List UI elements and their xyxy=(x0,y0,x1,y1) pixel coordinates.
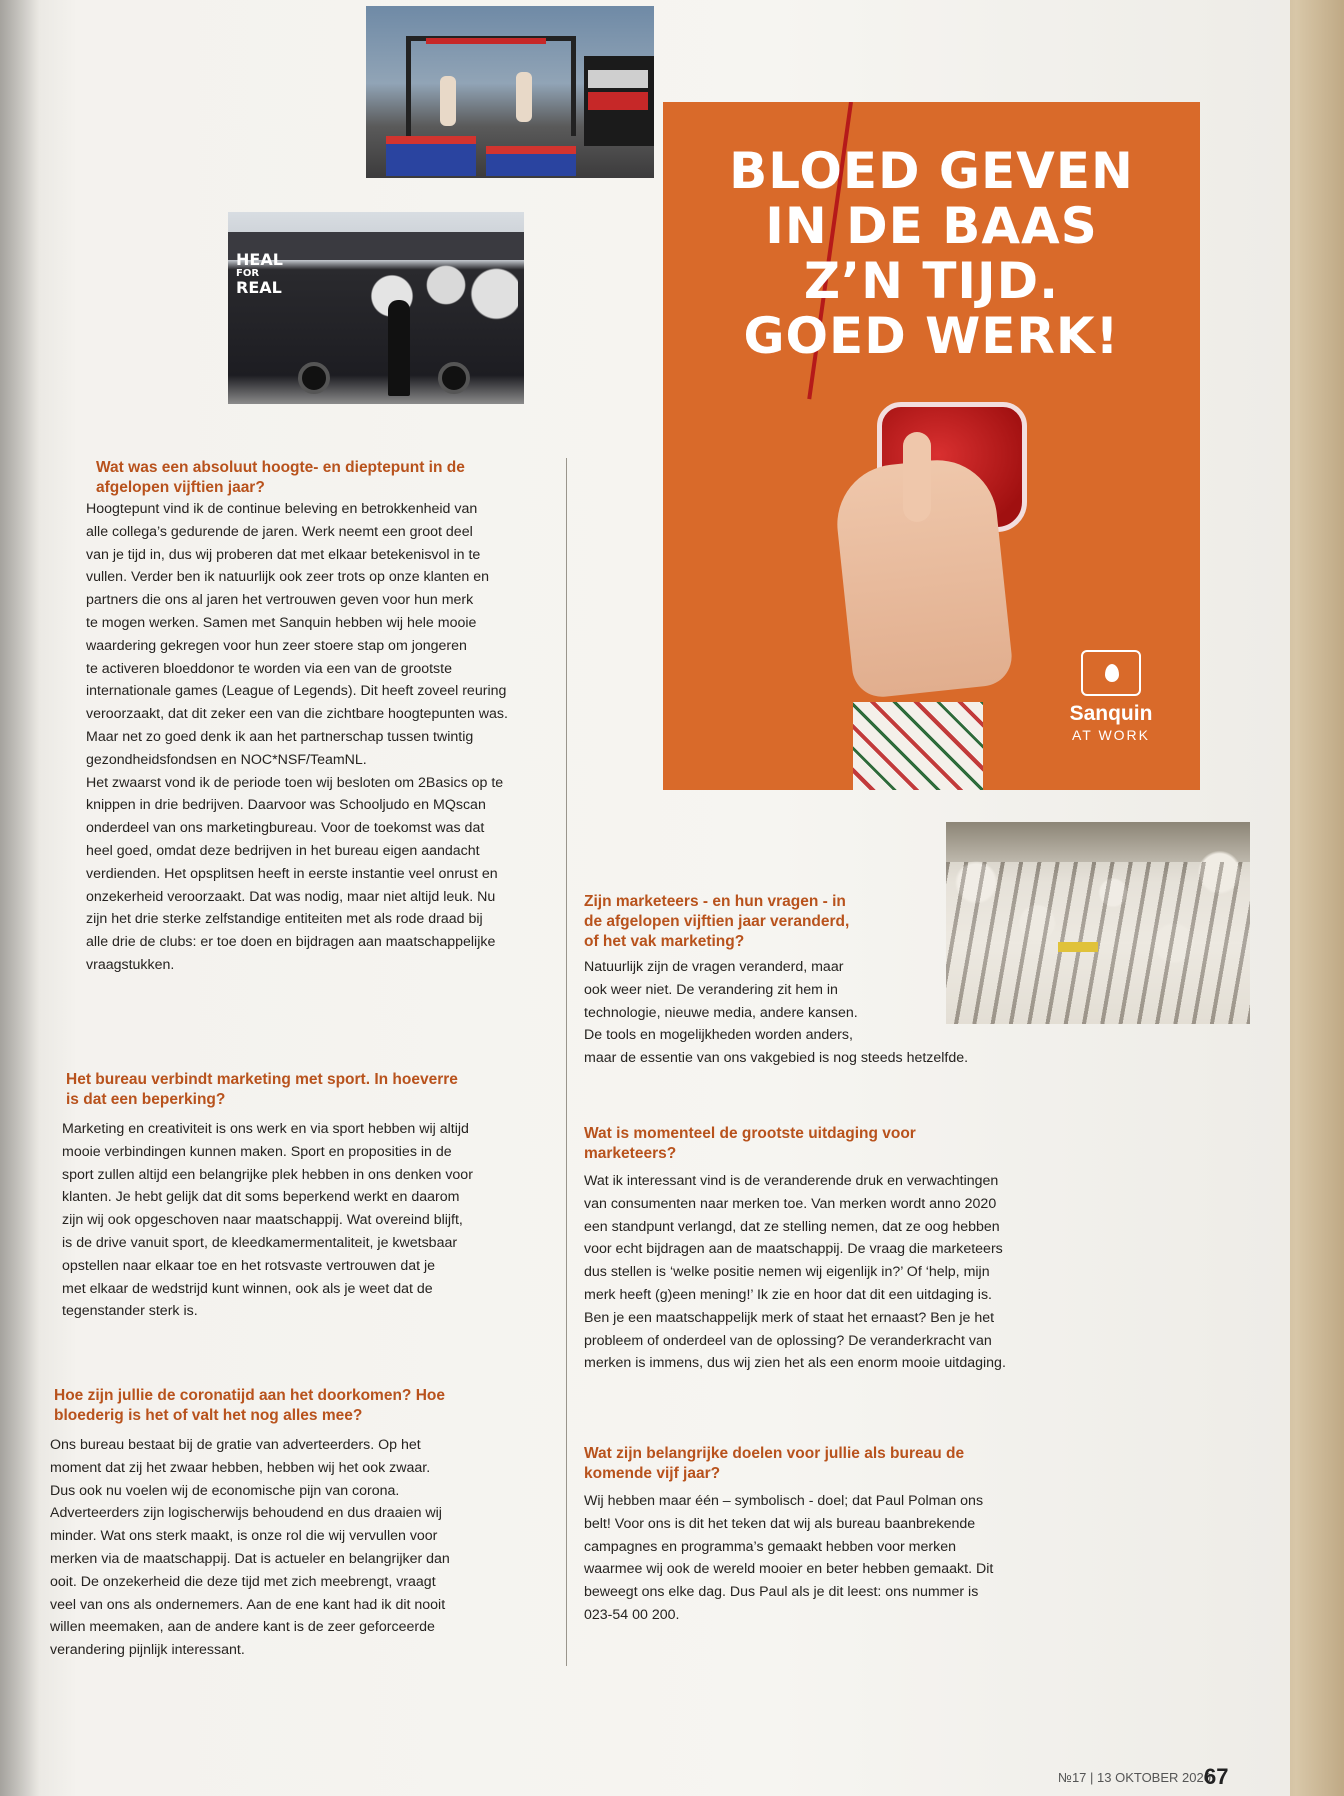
sanquin-logo: Sanquin AT WORK xyxy=(1063,650,1159,744)
answer-paragraph: Natuurlijk zijn de vragen veranderd, maar ook weer niet. De verandering zit hem in technologie, nieuwe media, andere kansen. De tools en mogelijkheden worden anders, maar de essentie van ons vakgebied is nog steeds hetzelfde. xyxy=(584,959,969,1067)
donor-bus-photo xyxy=(228,212,524,404)
question-heading: Het bureau verbindt marketing met sport. In hoeverre is dat een beperking? xyxy=(66,1071,458,1108)
answer-paragraph: Hoogtepunt vind ik de continue beleving en betrokkenheid van alle collega’s gedurende de jaren. Werk neemt een groot deel van je tijd in, dus wij proberen dat met elkaar betekenisvol in te vullen. Verder ben ik natuurlijk ook zeer trots op onze klanten en partners die ons al jaren het vertrouwen geven voor hun merk te mogen werken. Samen met Sanquin hebben wij hele mooie waardering gekregen voor hun zeer stoere stap om jongeren te activeren bloeddonor te worden via een van de grootste internationale games (League of Legends). Dit heeft zoveel reuring veroorzaakt, dat dit zeker een van die zichtbare hoogtepunten was. Maar net zo goed denk ik aan het partnerschap tussen twintig gezondheidsfondsen en NOC*NSF/TeamNL. Het zwaarst vond ik de periode toen wij besloten om 2Basics op te knippen in drie bedrijven. Daarvoor was Schooljudo en MQscan onderdeel van ons marketingbureau. Voor de toekomst was dat heel goed, omdat deze bedrijven in het bureau eigen aandacht verdienden. Het opsplitsen heeft in eerste instantie veel onrust en onzekerheid veroorzaakt. Dat was nodig, maar niet altijd leuk. Nu zijn het drie sterke zelfstandige entiteiten met als rode draad bij alle drie de clubs: er toe doen en bijdragen aan maatschappelijke vraagstukken. xyxy=(86,501,508,973)
column-divider xyxy=(566,458,567,1666)
page-number: 67 xyxy=(1204,1764,1229,1789)
sanquin-advertisement xyxy=(663,102,1200,790)
question-heading: Wat zijn belangrijke doelen voor jullie als bureau de komende vijf jaar? xyxy=(584,1445,965,1482)
answer-paragraph: Wij hebben maar één – symbolisch - doel; dat Paul Polman ons belt! Voor ons is dit het teken dat wij als bureau baanbrekende campagnes en programma’s gemaakt hebben voor merken waarmee wij ook de wereld mooier en beter hebben gemaakt. Dit beweegt ons elke dag. Dus Paul als je dit leest: ons nummer is 023-54 00 200. xyxy=(584,1493,994,1623)
answer-paragraph: Ons bureau bestaat bij de gratie van adverteerders. Op het moment dat zij het zwaar hebben, hebben wij het ook zwaar. Dus ook nu voelen wij de economische pijn van corona. Adverteerders zijn logischerwijs behoudend en dus draaien wij minder. Wat ons sterk maakt, is onze rol die wij vervullen voor merken via de maatschappij. Dat is actueler en belangrijker dan ooit. De onzekerheid die deze tijd met zich meebrengt, vraagt veel van ons als ondernemers. Aan de ene kant had ik dit nooit willen meemaken, aan de andere kant is de zeer geforceerde verandering pijnlijk interessant. xyxy=(50,1437,450,1659)
question-heading: Wat was een absoluut hoogte- en dieptepunt in de afgelopen vijftien jaar? xyxy=(96,459,465,496)
answer-paragraph: Wat ik interessant vind is de veranderende druk en verwachtingen van consumenten naar merken toe. Van merken wordt anno 2020 een standpunt verlangd, dat ze stelling nemen, dat ze oog hebben voor echt bijdragen aan de maatschappij. De vraag die marketeers dus stellen is ‘welke positie nemen wij eigenlijk in?’ Of ‘help, mijn merk heeft (g)een mening!’ Ik zie en hoor dat dit een uitdaging is. Ben je een maatschappelijk merk of staat het ernaast? Ben je het probleem of onderdeel van de oplossing? De veranderkracht van merken is immens, dus wij zien het als een enorm mooie uitdaging. xyxy=(584,1173,1006,1372)
issue-footer: №17 | 13 OKTOBER 2020 xyxy=(1058,1770,1211,1785)
ad-headline: BLOED GEVEN IN DE BAAS Z’N TIJD. GOED WERK! xyxy=(729,142,1134,365)
question-heading: Zijn marketeers - en hun vragen - in de afgelopen vijftien jaar veranderd, of het vak marketing? xyxy=(584,893,850,950)
spine-shadow xyxy=(0,0,40,1796)
question-heading: Hoe zijn jullie de coronatijd aan het doorkomen? Hoe bloederig is het of valt het nog alles mee? xyxy=(54,1387,445,1424)
schooljudo-photo xyxy=(946,822,1250,1024)
sleeve-illustration xyxy=(853,702,983,790)
answer-paragraph: Marketing en creativiteit is ons werk en via sport hebben wij altijd mooie verbindingen kunnen maken. Sport en proposities in de sport zullen altijd een belangrijke plek hebben in ons denken voor klanten. Je hebt gelijk dat dit soms beperkend werkt en daarom zijn wij ook opgeschoven naar maatschappij. Wat overeind blijft, is de drive vanuit sport, de kleedkamermentaliteit, je kwetsbaar opstellen naar elkaar toe en het rotsvaste vertrouwen dat je met elkaar de wedstrijd kunt winnen, ook als je weet dat de tegenstander sterk is. xyxy=(62,1121,473,1320)
question-heading: Wat is momenteel de grootste uitdaging voor marketeers? xyxy=(584,1125,916,1162)
fitness-rig-photo xyxy=(366,6,654,178)
bus-heal-for-real-text: HEAL FOR REAL xyxy=(236,250,283,297)
drop-icon xyxy=(1081,650,1141,696)
